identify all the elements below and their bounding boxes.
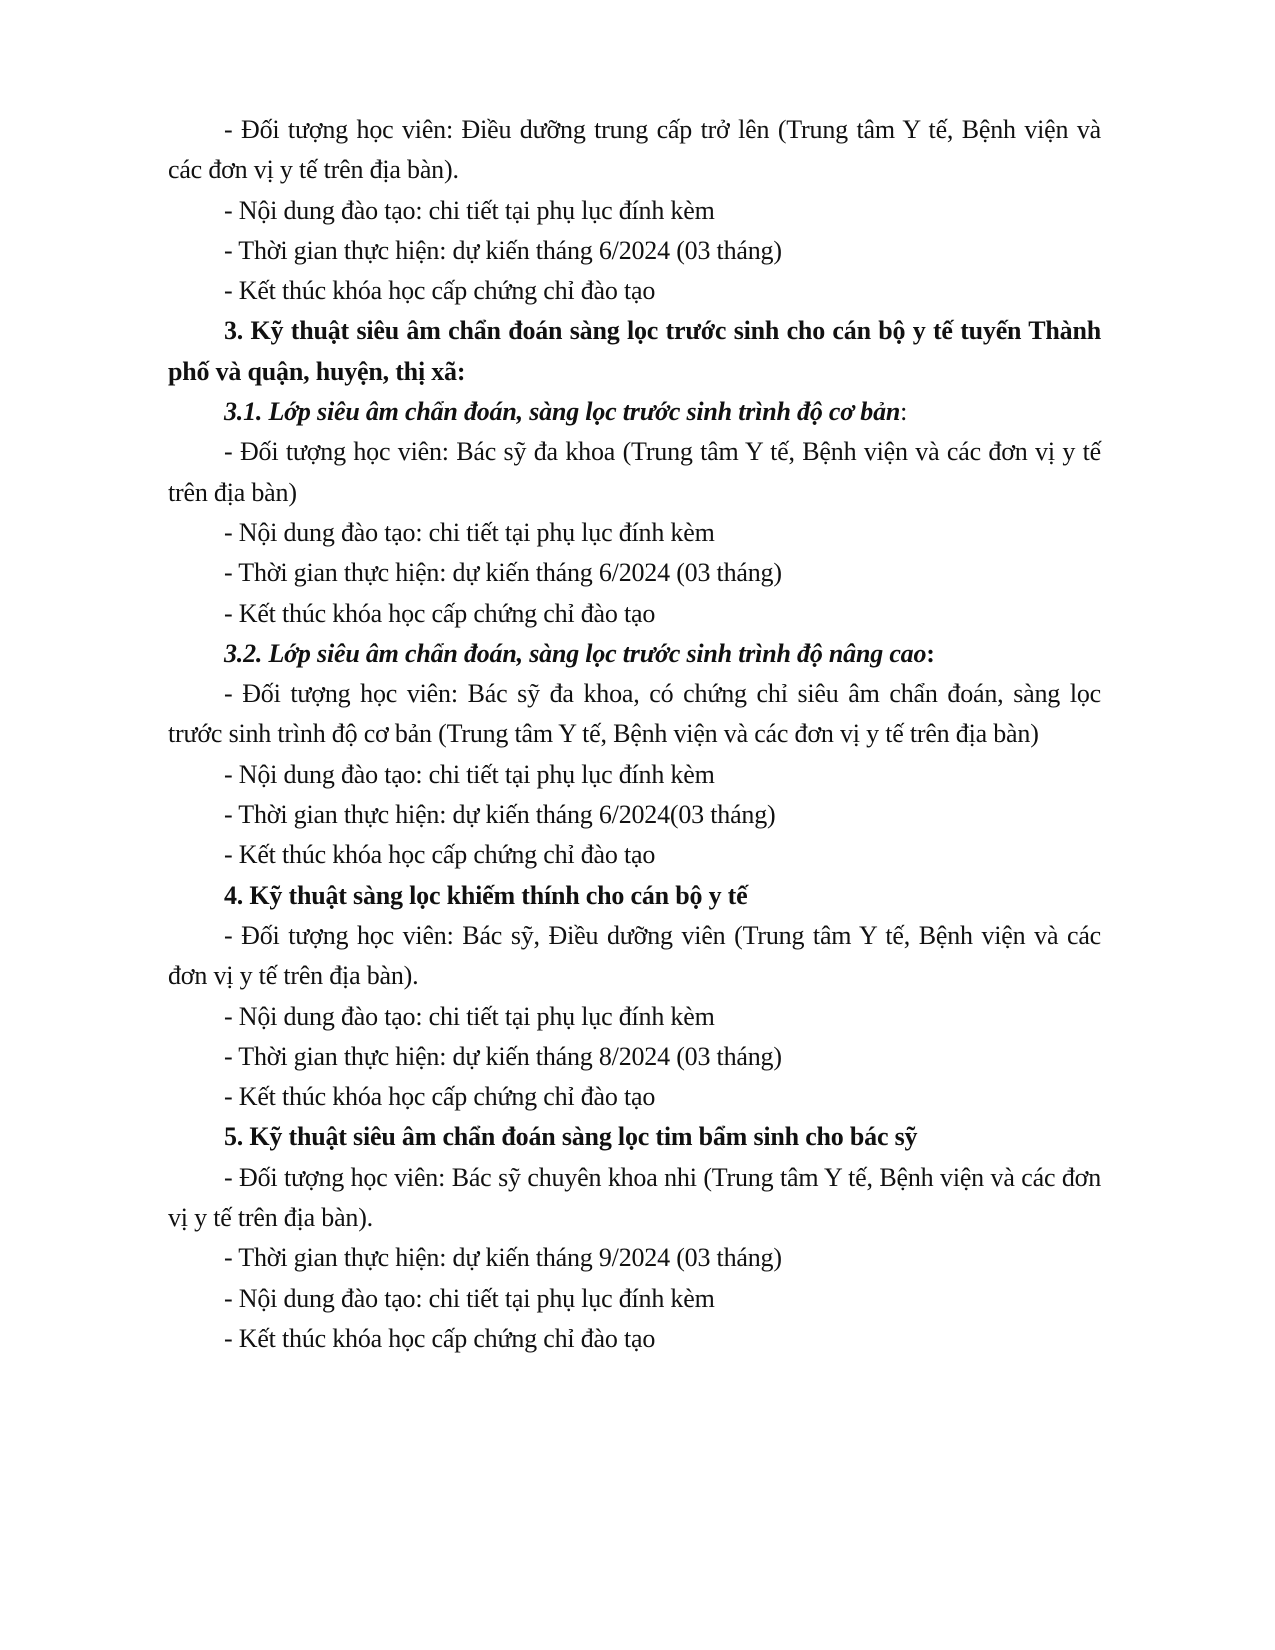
item-certificate: - Kết thúc khóa học cấp chứng chỉ đào tạo <box>224 840 656 870</box>
section-3-2-suffix: : <box>926 638 935 668</box>
section-3-1-title: 3.1. Lớp siêu âm chẩn đoán, sàng lọc trước sinh trình độ cơ bản <box>224 397 901 427</box>
item-certificate: - Kết thúc khóa học cấp chứng chỉ đào tạo <box>224 598 656 628</box>
item-content: - Nội dung đào tạo: chi tiết tại phụ lục đính kèm <box>224 1001 715 1031</box>
section-3-2-heading <box>168 634 1101 674</box>
item-schedule: - Thời gian thực hiện: dự kiến tháng 6/2024(03 tháng) <box>224 800 776 830</box>
item-trainee-certified-doctors: - Đối tượng học viên: Bác sỹ đa khoa, có chứng chỉ siêu âm chẩn đoán, sàng lọc trước sinh trình độ cơ bản (Trung tâm Y tế, Bệnh viện và các đơn vị y tế trên địa bàn) <box>168 679 1101 749</box>
item-schedule: - Thời gian thực hiện: dự kiến tháng 9/2024 (03 tháng) <box>224 1243 782 1273</box>
section-5-heading: 5. Kỹ thuật siêu âm chẩn đoán sàng lọc tim bẩm sinh cho bác sỹ <box>224 1122 918 1152</box>
section-3-heading: 3. Kỹ thuật siêu âm chẩn đoán sàng lọc trước sinh cho cán bộ y tế tuyến Thành phố và quận, huyện, thị xã: <box>168 316 1101 386</box>
item-content: - Nội dung đào tạo: chi tiết tại phụ lục đính kèm <box>224 1283 715 1313</box>
item-trainee-doctors-nurses: - Đối tượng học viên: Bác sỹ, Điều dưỡng viên (Trung tâm Y tế, Bệnh viện và các đơn vị y tế trên địa bàn). <box>168 920 1101 991</box>
section-3-2-title: 3.2. Lớp siêu âm chẩn đoán, sàng lọc trước sinh trình độ nâng cao <box>224 638 927 668</box>
item-schedule: - Thời gian thực hiện: dự kiến tháng 8/2024 (03 tháng) <box>224 1041 782 1071</box>
item-schedule: - Thời gian thực hiện: dự kiến tháng 6/2024 (03 tháng) <box>224 558 782 588</box>
document-page <box>168 110 1101 1359</box>
item-trainee-nurses: - Đối tượng học viên: Điều dưỡng trung cấp trở lên (Trung tâm Y tế, Bệnh viện và các đơn vị y tế trên địa bàn). <box>168 115 1101 185</box>
item-content: - Nội dung đào tạo: chi tiết tại phụ lục đính kèm <box>224 759 715 789</box>
item-schedule: - Thời gian thực hiện: dự kiến tháng 6/2024 (03 tháng) <box>224 235 782 265</box>
item-certificate: - Kết thúc khóa học cấp chứng chỉ đào tạo <box>224 1082 656 1112</box>
section-4-heading: 4. Kỹ thuật sàng lọc khiếm thính cho cán bộ y tế <box>224 880 748 910</box>
item-trainee-general-doctors: - Đối tượng học viên: Bác sỹ đa khoa (Trung tâm Y tế, Bệnh viện và các đơn vị y tế trên địa bàn) <box>168 437 1101 507</box>
item-certificate: - Kết thúc khóa học cấp chứng chỉ đào tạo <box>224 276 656 306</box>
item-content: - Nội dung đào tạo: chi tiết tại phụ lục đính kèm <box>224 195 715 225</box>
section-3-1-suffix: : <box>900 397 908 427</box>
section-3-1-heading <box>168 392 1101 432</box>
item-certificate: - Kết thúc khóa học cấp chứng chỉ đào tạo <box>224 1323 656 1353</box>
item-trainee-pediatricians: - Đối tượng học viên: Bác sỹ chuyên khoa nhi (Trung tâm Y tế, Bệnh viện và các đơn vị y tế trên địa bàn). <box>168 1162 1101 1233</box>
item-content: - Nội dung đào tạo: chi tiết tại phụ lục đính kèm <box>224 517 715 547</box>
